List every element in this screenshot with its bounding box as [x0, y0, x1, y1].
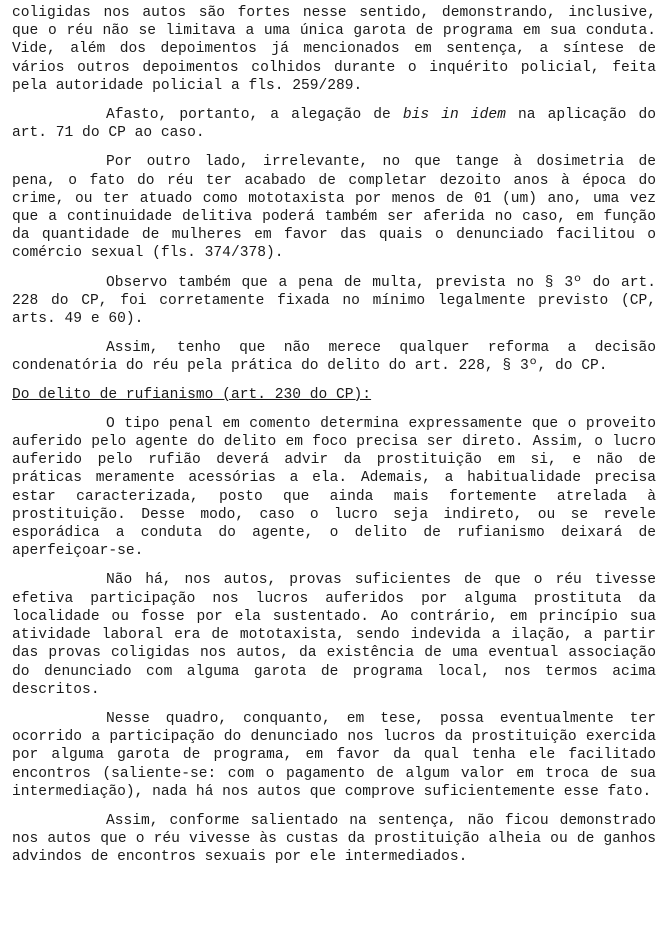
paragraph-conclusao-228: Assim, tenho que não merece qualquer reforma a decisão condenatória do réu pela prática do delito do art. 228, § 3º, do CP.	[12, 340, 656, 375]
paragraph-conclusao-230: Assim, conforme salientado na sentença, não ficou demonstrado nos autos que o réu vivesse às custas da prostituição alheia ou de ganhos advindos de encontros sexuais por ele intermediados.	[12, 812, 656, 866]
paragraph-bis-in-idem	[12, 106, 656, 142]
italic-term: bis in idem	[402, 107, 506, 124]
document-page	[12, 4, 656, 878]
section-heading-rufianismo: Do delito de rufianismo (art. 230 do CP):	[12, 386, 372, 403]
paragraph-pena-multa: Observo também que a pena de multa, prevista no § 3º do art. 228 do CP, foi corretamente fixada no mínimo legalmente previsto (CP, arts. 49 e 60).	[12, 274, 656, 328]
paragraph-tipo-penal: O tipo penal em comento determina expressamente que o proveito auferido pelo agente do delito em foco precisa ser direto. Assim, o lucro auferido pelo rufião deverá advir da prostituição em si, e não de práticas meramente acessórias a ela. Ademais, a habitualidade precisa estar caracterizada, posto que ainda mais fortemente atrelada à prostituição. Desse modo, caso o lucro seja indireto, ou se revele esporádica a conduta do agente, o delito de rufianismo deixará de aperfeiçoar-se.	[12, 415, 656, 560]
paragraph-continuation: coligidas nos autos são fortes nesse sentido, demonstrando, inclusive, que o réu não se limitava a uma única garota de programa em sua conduta. Vide, além dos depoimentos já mencionados em sentença, a síntese de vários outros depoimentos colhidos durante o inquérito policial, feita pela autoridade policial a fls. 259/289.	[12, 5, 656, 94]
paragraph-provas: Não há, nos autos, provas suficientes de que o réu tivesse efetiva participação nos lucros auferidos por alguma prostituta da localidade ou fosse por ela sustentado. Ao contrário, em princípio sua atividade laboral era de mototaxista, sendo indevida a ilação, a partir das provas coligidas nos autos, da existência de uma eventual associação do denunciado com alguma garota de programa local, nos termos acima descritos.	[12, 572, 656, 698]
paragraph-quadro: Nesse quadro, conquanto, em tese, possa eventualmente ter ocorrido a participação do denunciado nos lucros da prostituição exercida por alguma garota de programa, em favor da qual tenha ele facilitado encontros (saliente-se: com o pagamento de algum valor em troca de sua intermediação), nada há nos autos que comprove suficientemente esse fato.	[12, 710, 656, 800]
paragraph-dosimetria: Por outro lado, irrelevante, no que tange à dosimetria de pena, o fato do réu ter acabado de completar dezoito anos à época do crime, ou ter atuado como mototaxista por menos de 01 (um) ano, uma vez que a continuidade delitiva poderá também ser aferida no caso, em função da quantidade de mulheres em favor das quais o denunciado facilitou o comércio sexual (fls. 374/378).	[12, 154, 656, 262]
paragraph-text: na aplicação do art. 71 do CP ao caso.	[12, 107, 656, 142]
paragraph-text: Afasto, portanto, a alegação de	[106, 107, 403, 124]
